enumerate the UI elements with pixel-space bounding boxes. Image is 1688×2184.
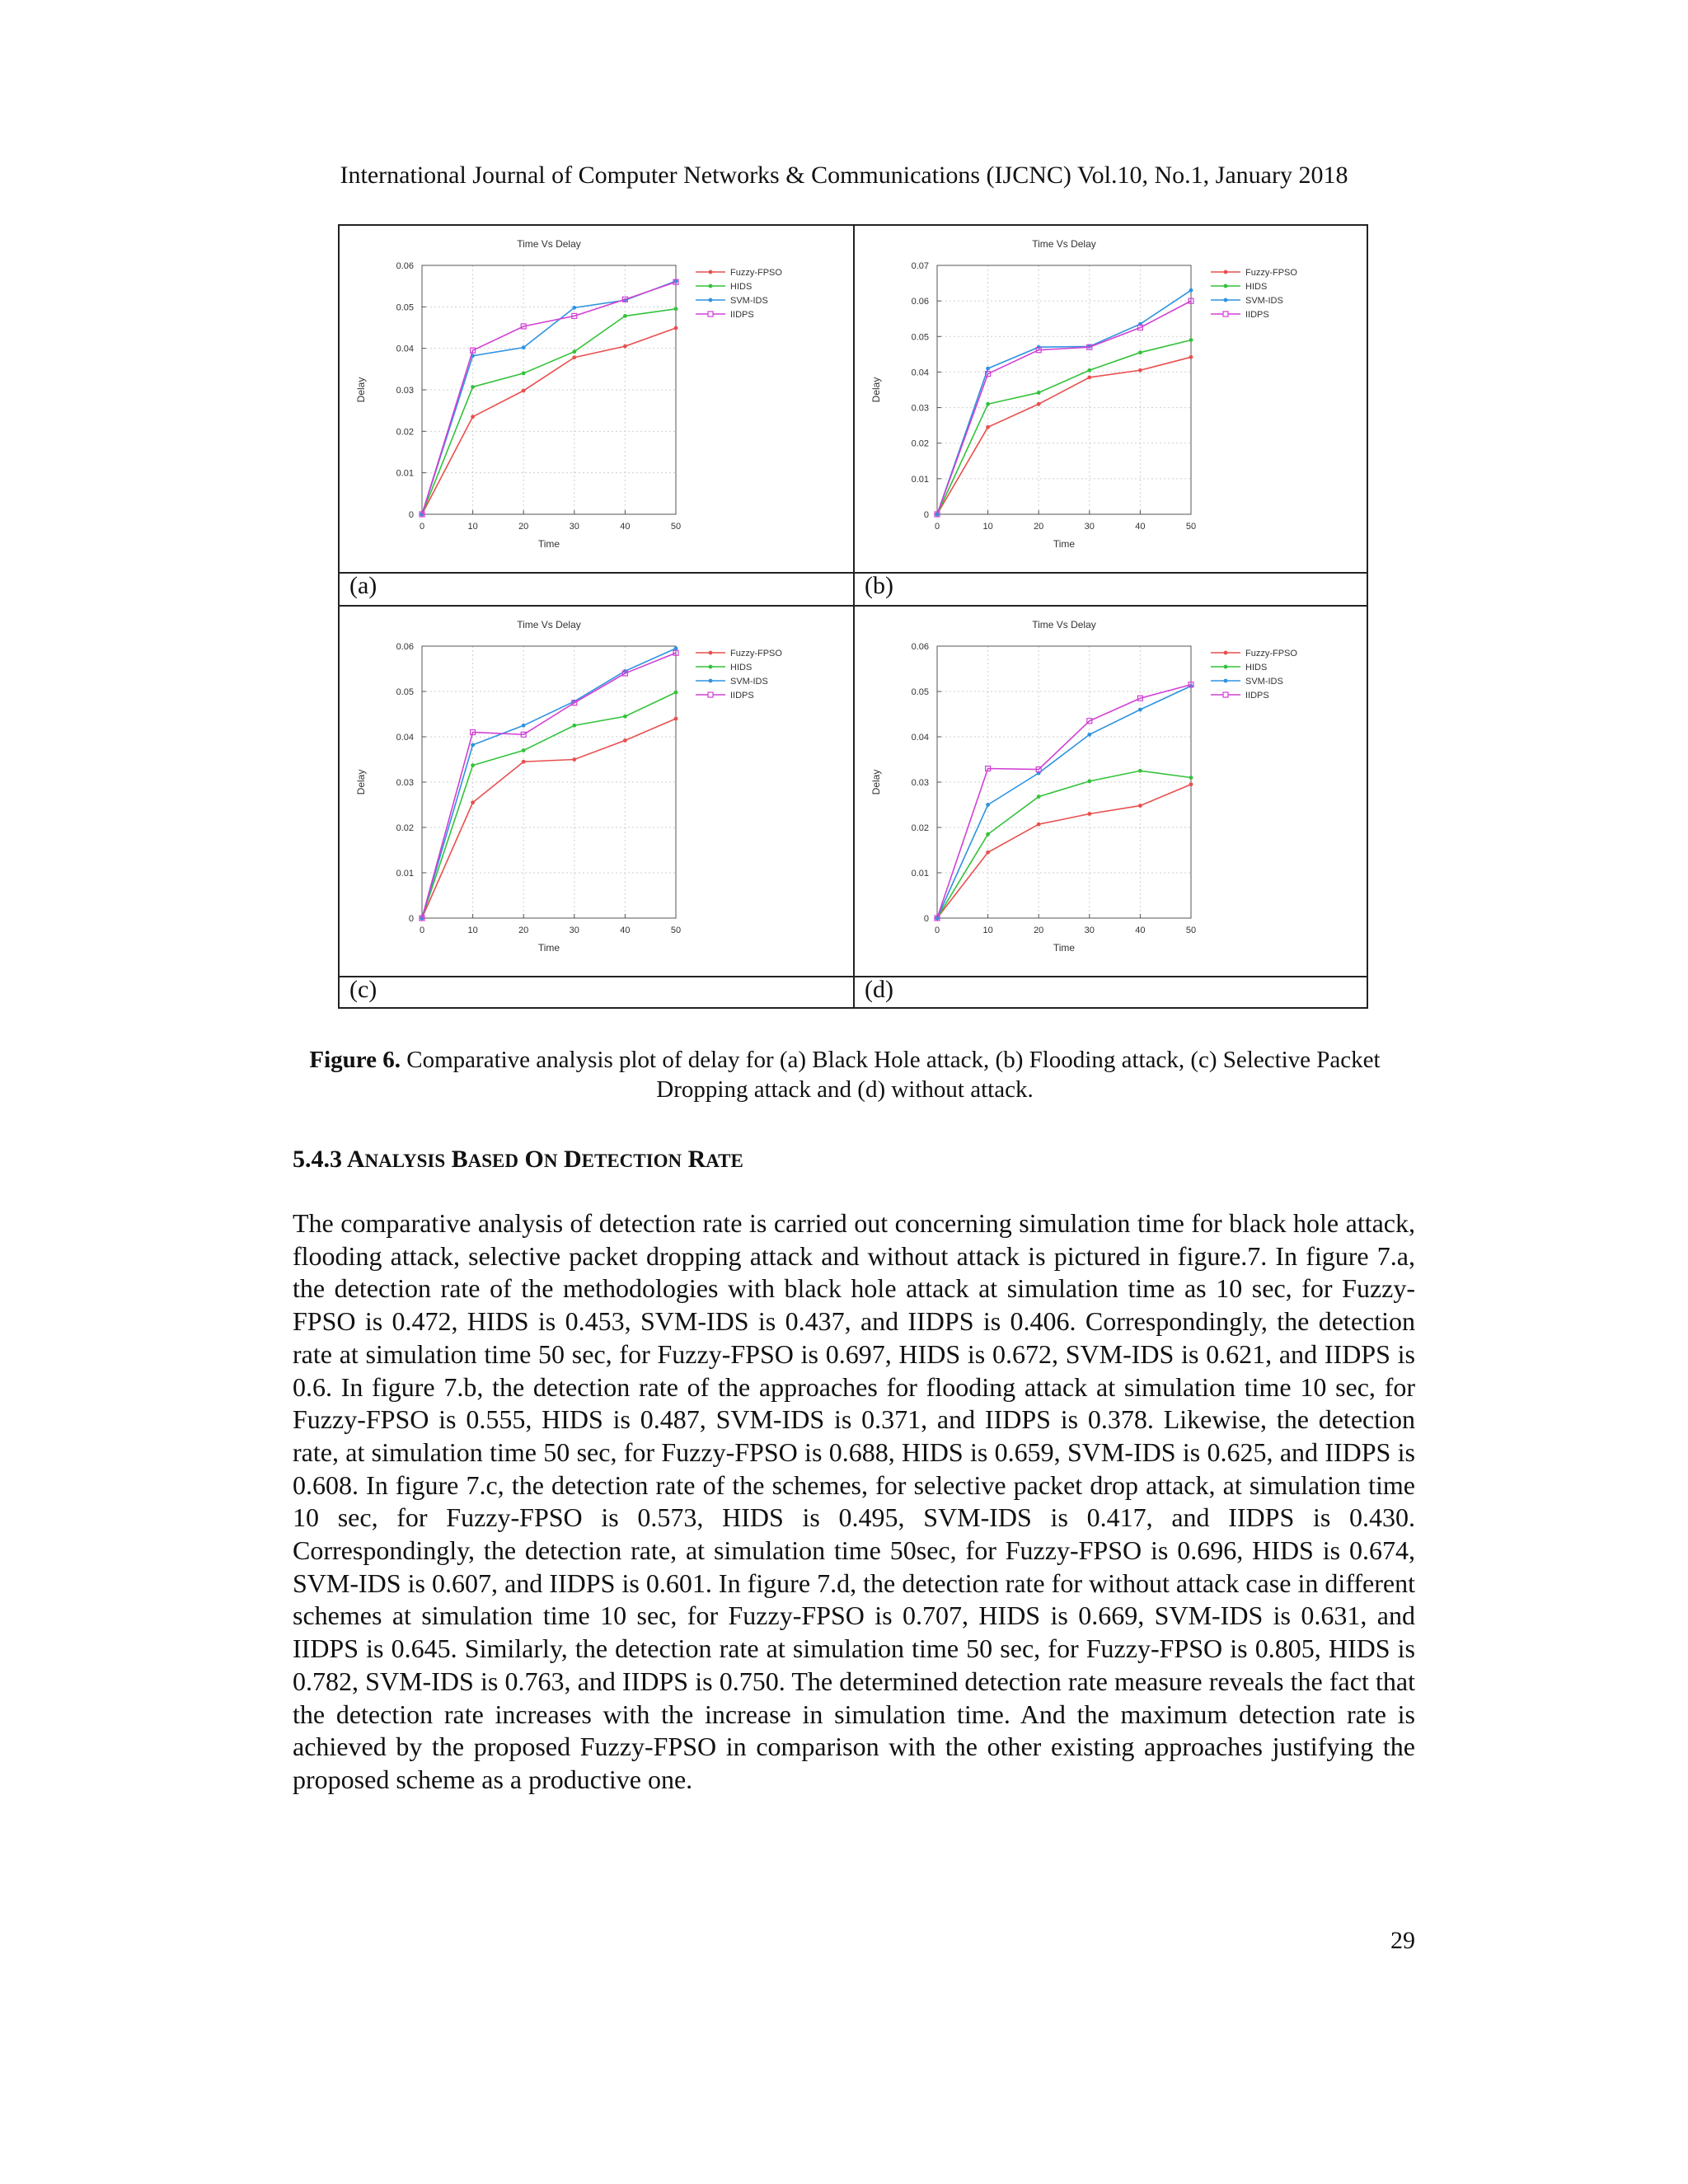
legend-marker (709, 665, 713, 669)
figure-caption-text: Comparative analysis plot of delay for (a) Black Hole attack, (b) Flooding attack, (c) Selective Packet Dropping attack and (d) without attack. (406, 1047, 1381, 1103)
data-point (522, 748, 526, 752)
legend-marker (708, 312, 713, 316)
y-tick-label: 0.05 (911, 687, 929, 697)
legend-marker (1224, 651, 1228, 655)
heading-word: DETECTION (563, 1146, 682, 1173)
data-point (471, 800, 475, 804)
y-tick-label: 0.04 (396, 344, 414, 354)
data-point (522, 724, 526, 728)
data-point (1087, 376, 1091, 380)
data-point (572, 355, 576, 359)
legend-marker (709, 284, 713, 288)
y-tick-label: 0.04 (911, 733, 929, 743)
chart-title: Time Vs Delay (1032, 238, 1096, 250)
legend-label: SVM-IDS (1245, 677, 1283, 687)
legend-label: Fuzzy-FPSO (1245, 649, 1297, 658)
chart-panel-d (855, 607, 1367, 953)
x-tick-label: 10 (467, 522, 478, 532)
data-point (986, 803, 990, 807)
y-tick-label: 0.03 (396, 778, 414, 788)
legend-label: HIDS (730, 282, 753, 292)
y-tick-label: 0.02 (396, 823, 414, 833)
data-point (623, 344, 627, 349)
heading-word: RATE (687, 1146, 743, 1173)
legend-marker (708, 692, 713, 697)
data-point (1037, 402, 1041, 406)
series-line (422, 281, 676, 514)
data-point (1087, 368, 1091, 373)
series-line (937, 357, 1191, 514)
body-paragraph: The comparative analysis of detection rate is carried out concerning simulation time for black hole attack, flooding attack, selective packet dropping attack and without attack is pictured in figure.7. In figure 7.a, the detection rate of the methodologies with black hole attack at simulation time as 10 sec, for Fuzzy-FPSO is 0.472, HIDS is 0.453, SVM-IDS is 0.437, and IIDPS is 0.406. Correspondingly, the detection rate at simulation time 50 sec, for Fuzzy-FPSO is 0.697, HIDS is 0.672, SVM-IDS is 0.621, and IIDPS is 0.6. In figure 7.b, the detection rate of the approaches for flooding attack at simulation time 10 sec, for Fuzzy-FPSO is 0.555, HIDS is 0.487, SVM-IDS is 0.371, and IIDPS is 0.378. Likewise, the detection rate, at simulation time 50 sec, for Fuzzy-FPSO is 0.688, HIDS is 0.659, SVM-IDS is 0.625, and IIDPS is 0.608. In figure 7.c, the detection rate of the schemes, for selective packet drop attack, at simulation time 10 sec, for Fuzzy-FPSO is 0.573, HIDS is 0.495, SVM-IDS is 0.417, and IIDPS is 0.430. Correspondingly, the detection rate, at simulation time 50sec, for Fuzzy-FPSO is 0.696, HIDS is 0.674, SVM-IDS is 0.607, and IIDPS is 0.601. In figure 7.d, the detection rate for without attack case in different schemes at simulation time 10 sec, for Fuzzy-FPSO is 0.707, HIDS is 0.669, SVM-IDS is 0.631, and IIDPS is 0.645. Similarly, the detection rate at simulation time 50 sec, for Fuzzy-FPSO is 0.805, HIDS is 0.782, SVM-IDS is 0.763, and IIDPS is 0.750. The determined detection rate measure reveals the fact that the detection rate increases with the increase in simulation time. And the maximum detection rate is achieved by the proposed Fuzzy-FPSO in comparison with the other existing approaches justifying the proposed scheme as a productive one. (293, 1208, 1415, 1794)
section-number: 5.4.3 (293, 1146, 342, 1173)
chart-b (855, 226, 1367, 572)
y-tick-label: 0.02 (396, 427, 414, 438)
data-point (471, 415, 475, 419)
series-line (937, 340, 1191, 514)
x-tick-label: 20 (1034, 522, 1044, 532)
data-point (572, 757, 576, 762)
legend-marker (1224, 665, 1228, 669)
chart-title: Time Vs Delay (517, 238, 581, 250)
chart-title: Time Vs Delay (1032, 619, 1096, 630)
y-tick-label: 0.05 (396, 302, 414, 313)
figure-divider-label-a (340, 572, 1367, 574)
panel-label-d: (d) (865, 976, 893, 1003)
figure-caption-label: Figure 6. (309, 1047, 401, 1073)
y-axis-label: Delay (870, 377, 882, 403)
chart-c (340, 607, 851, 976)
x-tick-label: 40 (1135, 522, 1146, 532)
y-axis-label: Delay (355, 769, 367, 795)
series-line (937, 685, 1191, 918)
series-line (422, 653, 676, 918)
y-tick-label: 0.01 (396, 869, 414, 879)
y-tick-label: 0 (923, 914, 929, 924)
x-tick-label: 30 (569, 926, 579, 935)
heading-word: BASED (451, 1146, 518, 1173)
x-tick-label: 50 (670, 522, 682, 532)
x-tick-label: 20 (518, 522, 529, 532)
data-point (623, 314, 627, 318)
series-line (422, 719, 676, 918)
legend-label: Fuzzy-FPSO (730, 649, 782, 658)
legend-label: IIDPS (1245, 310, 1269, 320)
x-tick-label: 10 (982, 926, 993, 935)
data-point (1087, 812, 1091, 816)
legend-label: SVM-IDS (1245, 296, 1283, 306)
y-tick-label: 0 (408, 510, 414, 520)
chart-title: Time Vs Delay (517, 619, 581, 630)
legend-label: IIDPS (730, 691, 754, 701)
data-point (522, 371, 526, 375)
x-axis-label: Time (1053, 942, 1076, 954)
section-heading (293, 1146, 743, 1174)
data-point (1138, 350, 1142, 354)
x-tick-label: 50 (670, 926, 682, 935)
data-point (471, 763, 475, 767)
legend-label: Fuzzy-FPSO (730, 268, 782, 278)
data-point (986, 367, 990, 371)
x-tick-label: 40 (1135, 926, 1146, 935)
chart-d (855, 607, 1367, 976)
legend-marker (1224, 270, 1228, 274)
chart-panel-a (340, 226, 851, 572)
x-tick-label: 30 (1084, 522, 1095, 532)
data-point (1138, 368, 1142, 373)
y-tick-label: 0.01 (911, 474, 929, 485)
data-point (674, 326, 678, 330)
y-tick-label: 0 (923, 510, 929, 520)
y-tick-label: 0.06 (396, 642, 414, 652)
y-tick-label: 0.04 (911, 368, 929, 378)
legend-marker (709, 679, 713, 683)
x-tick-label: 30 (569, 522, 579, 532)
y-tick-label: 0.06 (396, 261, 414, 271)
legend-marker (709, 270, 713, 274)
legend-marker (1224, 679, 1228, 683)
chart-a (340, 226, 851, 572)
y-tick-label: 0.03 (396, 386, 414, 396)
running-header: International Journal of Computer Networks & Communications (IJCNC) Vol.10, No.1, January 2018 (340, 162, 1348, 189)
y-tick-label: 0.01 (911, 869, 929, 879)
data-point (1037, 794, 1041, 799)
legend-label: HIDS (730, 663, 753, 673)
data-point (471, 385, 475, 389)
y-tick-label: 0.03 (911, 403, 929, 414)
data-point (522, 389, 526, 393)
data-point (1037, 823, 1041, 827)
data-point (1189, 288, 1193, 293)
legend-marker (1223, 312, 1228, 316)
legend-label: IIDPS (730, 310, 754, 320)
plot-area-border (937, 265, 1191, 514)
x-tick-label: 20 (518, 926, 529, 935)
y-tick-label: 0.06 (911, 642, 929, 652)
data-point (1087, 780, 1091, 784)
x-tick-label: 0 (934, 522, 940, 532)
x-tick-label: 0 (419, 522, 425, 532)
data-point (986, 851, 990, 855)
data-point (1189, 338, 1193, 342)
data-point (986, 425, 990, 429)
data-point (674, 691, 678, 695)
y-axis-label: Delay (870, 769, 882, 795)
data-point (572, 349, 576, 354)
data-point (1138, 708, 1142, 712)
y-tick-label: 0.06 (911, 297, 929, 307)
data-point (572, 306, 576, 310)
x-tick-label: 50 (1185, 522, 1197, 532)
y-tick-label: 0.01 (396, 468, 414, 479)
figure-divider-label-c (340, 976, 1367, 977)
y-tick-label: 0.04 (396, 733, 414, 743)
y-tick-label: 0 (408, 914, 414, 924)
panel-label-c: (c) (349, 976, 377, 1003)
series-line (937, 771, 1191, 918)
series-line (422, 309, 676, 514)
chart-panel-c (340, 607, 851, 953)
series-line (422, 692, 676, 918)
data-point (1189, 782, 1193, 786)
data-point (674, 307, 678, 311)
y-tick-label: 0.03 (911, 778, 929, 788)
legend-label: HIDS (1245, 282, 1268, 292)
legend-marker (709, 651, 713, 655)
data-point (1037, 391, 1041, 395)
x-tick-label: 30 (1084, 926, 1095, 935)
legend-marker (1223, 692, 1228, 697)
data-point (674, 717, 678, 721)
x-tick-label: 40 (620, 926, 631, 935)
series-line (422, 282, 676, 514)
data-point (1189, 355, 1193, 359)
y-axis-label: Delay (355, 377, 367, 403)
data-point (986, 402, 990, 406)
data-point (1189, 776, 1193, 780)
x-tick-label: 0 (934, 926, 940, 935)
x-tick-label: 40 (620, 522, 631, 532)
legend-label: HIDS (1245, 663, 1268, 673)
series-line (937, 686, 1191, 918)
data-point (623, 715, 627, 719)
data-point (623, 738, 627, 743)
heading-word: ANALYSIS (346, 1146, 446, 1173)
series-line (422, 328, 676, 514)
data-point (1087, 733, 1091, 737)
series-line (422, 649, 676, 918)
legend-label: IIDPS (1245, 691, 1269, 701)
series-line (937, 290, 1191, 514)
x-tick-label: 10 (982, 522, 993, 532)
y-tick-label: 0.02 (911, 438, 929, 449)
data-point (572, 724, 576, 728)
panel-label-b: (b) (865, 572, 893, 599)
x-tick-label: 20 (1034, 926, 1044, 935)
data-point (1138, 804, 1142, 808)
y-tick-label: 0.02 (911, 823, 929, 833)
x-tick-label: 0 (419, 926, 425, 935)
x-axis-label: Time (537, 942, 560, 954)
x-tick-label: 50 (1185, 926, 1197, 935)
legend-label: SVM-IDS (730, 296, 768, 306)
x-axis-label: Time (537, 538, 560, 550)
legend-marker (1224, 298, 1228, 302)
data-point (986, 832, 990, 837)
data-point (471, 743, 475, 748)
legend-marker (709, 298, 713, 302)
heading-word: ON (524, 1146, 558, 1173)
data-point (522, 760, 526, 764)
y-tick-label: 0.07 (911, 261, 929, 271)
x-tick-label: 10 (467, 926, 478, 935)
page-number: 29 (1390, 1927, 1415, 1954)
data-point (1138, 769, 1142, 773)
data-point (674, 646, 678, 650)
data-point (522, 345, 526, 349)
figure-caption (288, 1045, 1401, 1104)
legend-label: Fuzzy-FPSO (1245, 268, 1297, 278)
legend-marker (1224, 284, 1228, 288)
x-axis-label: Time (1053, 538, 1076, 550)
legend-label: SVM-IDS (730, 677, 768, 687)
y-tick-label: 0.05 (911, 332, 929, 343)
y-tick-label: 0.05 (396, 687, 414, 697)
figure-6 (338, 224, 1368, 1009)
chart-panel-b (855, 226, 1367, 572)
panel-label-a: (a) (349, 572, 377, 599)
